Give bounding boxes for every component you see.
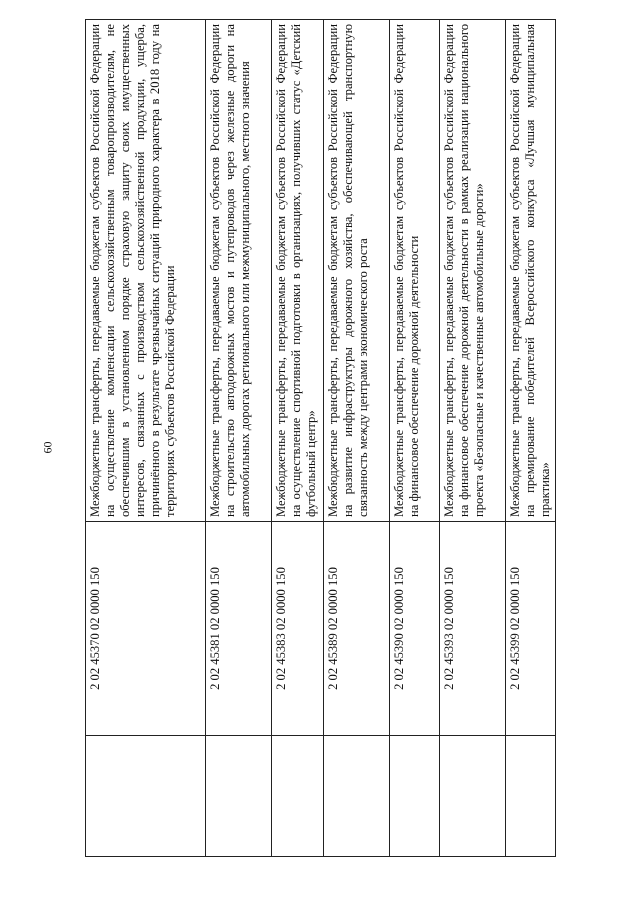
table-row (390, 20, 440, 857)
budget-code-cell: 2 02 45383 02 0000 150 (272, 522, 324, 736)
admin-code-cell (206, 736, 272, 857)
admin-code-cell (506, 736, 556, 857)
table-row (272, 20, 324, 857)
description-cell: Межбюджетные трансферты, передаваемые бюджетам субъектов Российской Федерации на строительство автодорожных мостов и путепроводов через железные дороги на автомобильных дорогах регионального или межмуниципального, местного значения (206, 20, 272, 522)
description-cell: Межбюджетные трансферты, передаваемые бюджетам субъектов Российской Федерации на осуществление компенсации сельскохозяйственным товаропроизводителям, не обеспечившим в установленном порядке страховую защиту своих имущественных интересов, связанных с производством сельскохозяйственной продукции, ущерба, причинённого в результате чрезвычайных ситуаций природного характера в 2018 году на территориях субъектов Российской Федерации (86, 20, 206, 522)
table-row (506, 20, 556, 857)
table-row (86, 20, 206, 857)
table-row (206, 20, 272, 857)
description-cell: Межбюджетные трансферты, передаваемые бюджетам субъектов Российской Федерации на осуществление спортивной подготовки в организациях, получивших статус «Детский футбольный центр» (272, 20, 324, 522)
admin-code-cell (390, 736, 440, 857)
admin-code-cell (86, 736, 206, 857)
admin-code-cell (440, 736, 506, 857)
rotated-table-container (85, 24, 555, 857)
budget-code-cell: 2 02 45381 02 0000 150 (206, 522, 272, 736)
budget-code-cell: 2 02 45370 02 0000 150 (86, 522, 206, 736)
budget-code-cell: 2 02 45389 02 0000 150 (324, 522, 390, 736)
description-cell: Межбюджетные трансферты, передаваемые бюджетам субъектов Российской Федерации на премирование победителей Всероссийского конкурса «Лучшая муниципальная практика» (506, 20, 556, 522)
budget-code-cell: 2 02 45399 02 0000 150 (506, 522, 556, 736)
admin-code-cell (272, 736, 324, 857)
description-cell: Межбюджетные трансферты, передаваемые бюджетам субъектов Российской Федерации на развитие инфраструктуры дорожного хозяйства, обеспечивающей транспортную связанность между центрами экономического роста (324, 20, 390, 522)
budget-code-cell: 2 02 45393 02 0000 150 (440, 522, 506, 736)
admin-code-cell (324, 736, 390, 857)
description-cell: Межбюджетные трансферты, передаваемые бюджетам субъектов Российской Федерации на финансовое обеспечение дорожной деятельности (390, 20, 440, 522)
budget-codes-table (85, 19, 556, 857)
budget-code-cell: 2 02 45390 02 0000 150 (390, 522, 440, 736)
description-cell: Межбюджетные трансферты, передаваемые бюджетам субъектов Российской Федерации на финансовое обеспечение дорожной деятельности в рамках реализации национального проекта «Безопасные и качественные автомобильные дороги» (440, 20, 506, 522)
page-number: 60 (40, 441, 55, 454)
table-row (440, 20, 506, 857)
table-row (324, 20, 390, 857)
